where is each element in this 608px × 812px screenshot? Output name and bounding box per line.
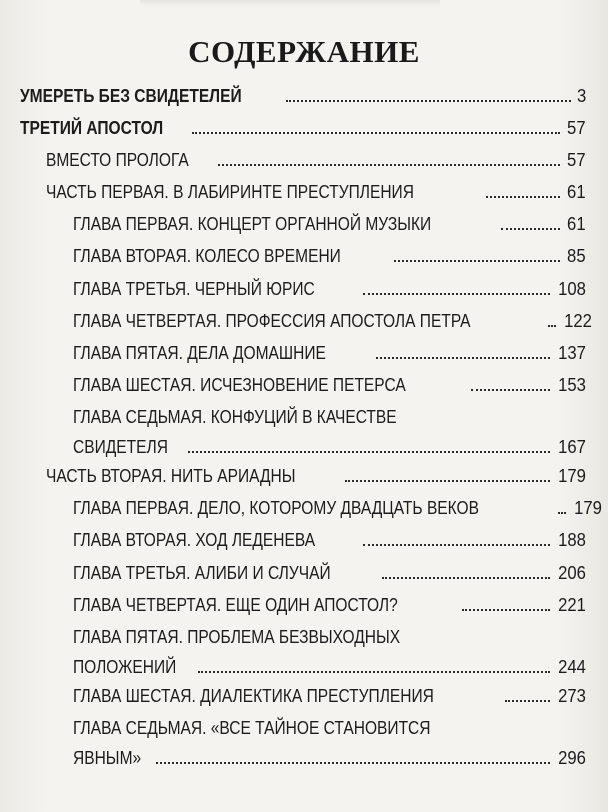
dot-leader (471, 389, 550, 391)
dot-leader (558, 512, 566, 514)
dot-leader (188, 451, 550, 453)
toc-entry-chapter[interactable] (73, 212, 586, 236)
dot-leader (394, 260, 561, 262)
toc-entry-title: ГЛАВА ТРЕТЬЯ. АЛИБИ И СЛУЧАЙ (73, 562, 331, 583)
dot-leader (363, 544, 550, 546)
toc-entry-chapter[interactable] (73, 341, 586, 365)
dot-leader (501, 228, 560, 230)
toc-entry-page: 206 (558, 562, 586, 583)
toc-entry-chapter[interactable] (73, 593, 586, 617)
toc-entry-title-line2: СВИДЕТЕЛЯ (73, 436, 168, 457)
dot-leader (192, 132, 560, 134)
dot-leader (156, 762, 550, 764)
toc-entry-title: ГЛАВА ПЕРВАЯ. КОНЦЕРТ ОРГАННОЙ МУЗЫКИ (73, 213, 432, 234)
toc-entry-page: 296 (558, 747, 586, 768)
toc-entry-page: 188 (558, 529, 586, 550)
toc-entry-section-2[interactable] (46, 464, 586, 488)
toc-entry-title: ГЛАВА ТРЕТЬЯ. ЧЕРНЫЙ ЮРИС (73, 278, 315, 299)
toc-entry-title: ГЛАВА ЧЕТВЕРТАЯ. ПРОФЕССИЯ АПОСТОЛА ПЕТРА (73, 310, 471, 331)
toc-entry-chapter[interactable] (73, 625, 586, 679)
toc-entry-page: 221 (558, 594, 586, 615)
toc-entry-page: 179 (574, 497, 603, 518)
toc-entry-page: 61 (567, 181, 586, 202)
toc-entry-page: 273 (558, 685, 586, 706)
toc-entry-page: 57 (567, 117, 586, 138)
toc-entry-page: 137 (558, 342, 586, 363)
toc-entry-title: ГЛАВА ВТОРАЯ. КОЛЕСО ВРЕМЕНИ (73, 245, 341, 266)
dot-leader (345, 480, 550, 482)
toc-entry-chapter[interactable] (73, 244, 586, 268)
dot-leader (462, 609, 551, 611)
dot-leader (548, 325, 556, 327)
toc-entry-chapter[interactable] (73, 373, 586, 397)
toc-entry-title: ГЛАВА ВТОРАЯ. ХОД ЛЕДЕНЕВА (73, 529, 316, 550)
toc-entry-title-line2: ПОЛОЖЕНИЙ (73, 656, 177, 677)
toc-entry-page: 122 (564, 310, 593, 331)
dot-leader (363, 293, 550, 295)
toc-entry-title: ГЛАВА ШЕСТАЯ. ИСЧЕЗНОВЕНИЕ ПЕТЕРСА (73, 374, 406, 395)
toc-entry-chapter[interactable] (73, 277, 586, 301)
toc-entry-title: ЧАСТЬ ПЕРВАЯ. В ЛАБИРИНТЕ ПРЕСТУПЛЕНИЯ (46, 181, 414, 202)
dot-leader (198, 671, 550, 673)
toc-entry-title-line2: ЯВНЫМ» (73, 747, 142, 768)
toc-entry-chapter[interactable] (73, 309, 593, 333)
toc-entry-chapter[interactable] (73, 716, 586, 770)
dot-leader (286, 100, 571, 102)
toc-entry-prologue[interactable] (46, 148, 586, 172)
toc-entry-page: 57 (567, 149, 586, 170)
toc-entry-chapter[interactable] (73, 528, 586, 552)
toc-entry-chapter[interactable] (73, 561, 586, 585)
toc-entry-title-line1: ГЛАВА ПЯТАЯ. ПРОБЛЕМА БЕЗВЫХОДНЫХ (73, 626, 401, 647)
toc-entry-page: 244 (558, 656, 586, 677)
toc-entry-chapter[interactable] (73, 496, 603, 520)
toc-entry-title: ГЛАВА ЧЕТВЕРТАЯ. ЕЩЕ ОДИН АПОСТОЛ? (73, 594, 398, 615)
toc-entry-title: ВМЕСТО ПРОЛОГА (46, 149, 189, 170)
toc-entry-title: ГЛАВА ПЕРВАЯ. ДЕЛО, КОТОРОМУ ДВАДЦАТЬ ВЕКОВ (73, 497, 480, 518)
toc-entry-chapter[interactable] (73, 684, 586, 708)
dot-leader (486, 196, 560, 198)
toc-entry-page: 179 (558, 465, 586, 486)
toc-entry-title-line1: ГЛАВА СЕДЬМАЯ. «ВСЕ ТАЙНОЕ СТАНОВИТСЯ (73, 717, 431, 738)
toc-entry-page: 167 (558, 436, 586, 457)
toc-entry-title: ЧАСТЬ ВТОРАЯ. НИТЬ АРИАДНЫ (46, 465, 296, 486)
dot-leader (505, 700, 551, 702)
dot-leader (218, 164, 561, 166)
dot-leader (382, 577, 550, 579)
toc-entry-title: ГЛАВА ПЯТАЯ. ДЕЛА ДОМАШНИЕ (73, 342, 326, 363)
toc-entry-title: ГЛАВА ШЕСТАЯ. ДИАЛЕКТИКА ПРЕСТУПЛЕНИЯ (73, 685, 434, 706)
toc-entry-section-1[interactable] (46, 180, 586, 204)
toc-entry-part-1[interactable] (20, 84, 586, 108)
dot-leader (376, 357, 550, 359)
toc-entry-chapter[interactable] (73, 405, 586, 459)
toc-entry-title-line1: ГЛАВА СЕДЬМАЯ. КОНФУЦИЙ В КАЧЕСТВЕ (73, 406, 397, 427)
toc-entry-page: 61 (567, 213, 586, 234)
toc-entry-title: ТРЕТИЙ АПОСТОЛ (20, 117, 164, 138)
toc-entry-page: 153 (558, 374, 586, 395)
toc-entry-page: 108 (558, 278, 586, 299)
toc-entry-title: УМЕРЕТЬ БЕЗ СВИДЕТЕЛЕЙ (20, 85, 242, 106)
toc-entry-page: 3 (576, 85, 586, 106)
page-title: СОДЕРЖАНИЕ (188, 34, 420, 69)
toc-entry-page: 85 (567, 245, 586, 266)
toc-entry-part-2[interactable] (20, 116, 586, 140)
